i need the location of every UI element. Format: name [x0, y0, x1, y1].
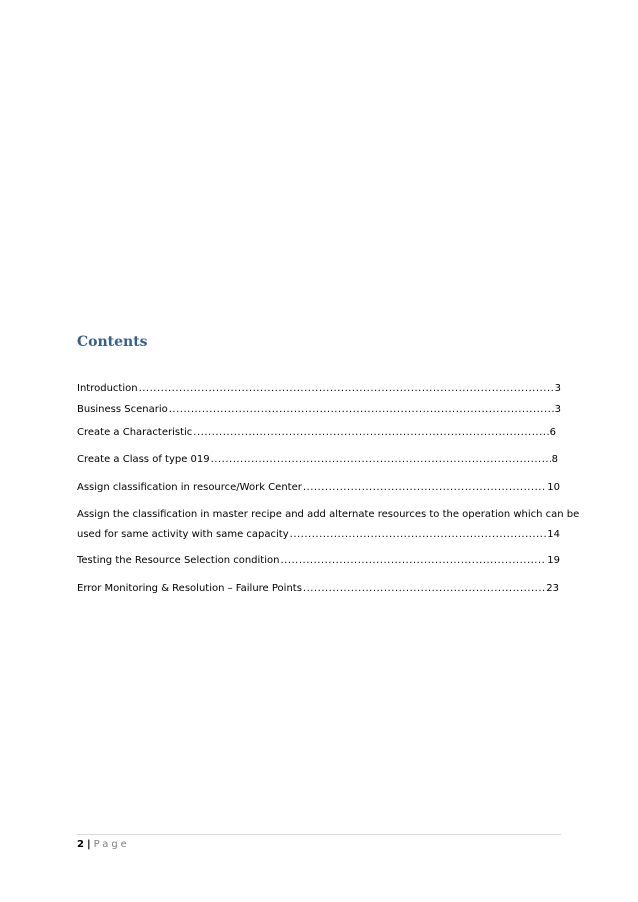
toc-entry-page: 3 [554, 404, 561, 415]
toc-leader-dots [211, 451, 551, 469]
toc-entry-introduction[interactable] [77, 380, 561, 398]
toc-entry-testing-resource-selection[interactable] [77, 552, 560, 570]
toc-entry-page: 6 [549, 427, 556, 438]
toc-entry-title: used for same activity with same capacity [77, 529, 289, 540]
toc-leader-dots [193, 424, 548, 442]
toc-entry-page: 23 [546, 583, 559, 594]
contents-heading: Contents [77, 334, 148, 350]
toc-entry-title: Introduction [77, 383, 138, 394]
toc-entry-page: 10 [547, 482, 560, 493]
page-footer [77, 838, 130, 852]
toc-leader-dots [280, 552, 546, 570]
toc-entry-title-line1: Assign the classification in master recipe and add alternate resources to the operation which can be [77, 509, 580, 520]
footer-separator: | [86, 839, 91, 850]
toc-leader-dots [303, 479, 546, 497]
toc-entry-title: Assign classification in resource/Work Center [77, 482, 302, 493]
toc-leader-dots [303, 580, 545, 598]
toc-entry-title: Create a Class of type 019 [77, 454, 210, 465]
toc-entry-assign-classification-resource[interactable] [77, 479, 560, 497]
footer-page-label: Page [93, 839, 130, 850]
toc-entry-assign-classification-master-recipe[interactable] [77, 506, 580, 544]
footer-divider [77, 834, 561, 835]
toc-entry-create-class[interactable] [77, 451, 558, 469]
toc-entry-title: Testing the Resource Selection condition [77, 555, 280, 566]
toc-entry-page: 3 [554, 383, 561, 394]
toc-entry-title: Business Scenario [77, 404, 168, 415]
toc-leader-dots [169, 401, 554, 419]
toc-leader-dots [139, 380, 554, 398]
toc-entry-title: Create a Characteristic [77, 427, 193, 438]
toc-entry-title: Error Monitoring & Resolution – Failure Points [77, 583, 302, 594]
footer-page-number: 2 [77, 839, 84, 850]
toc-leader-dots [290, 526, 547, 544]
toc-entry-error-monitoring[interactable] [77, 580, 559, 598]
toc-entry-page: 14 [547, 529, 560, 540]
toc-entry-create-characteristic[interactable] [77, 424, 556, 442]
toc-entry-page: 19 [547, 555, 560, 566]
toc-entry-business-scenario[interactable] [77, 401, 561, 419]
toc-entry-page: 8 [551, 454, 558, 465]
